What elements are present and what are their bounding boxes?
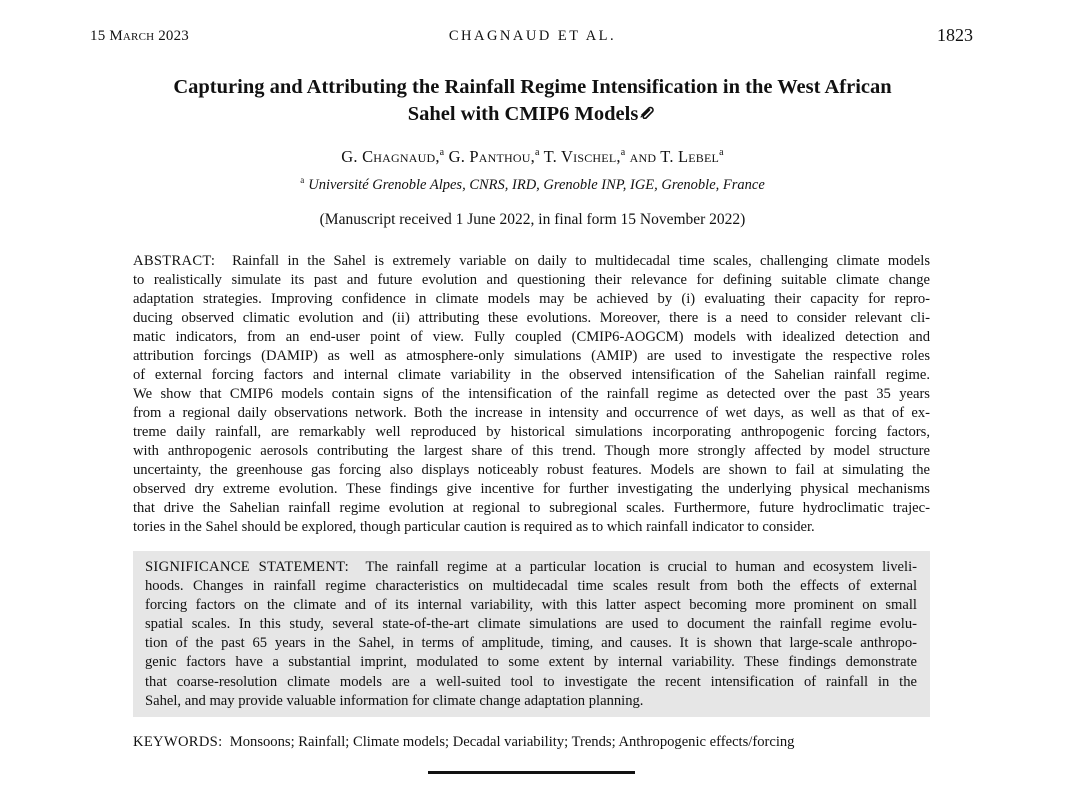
keywords-label: KEYWORDS: xyxy=(133,734,223,750)
abstract-line: ABSTRACT: Rainfall in the Sahel is extremely variable on daily to multidecadal time scales, challenging climate models xyxy=(133,253,931,269)
abstract-line: to realistically simulate its past and future evolution and questioning their relevance for defining suitable climate change xyxy=(133,272,930,288)
section-divider xyxy=(428,771,635,774)
abstract-line: with anthropogenic aerosols contributing the largest share of this trend. Though more strongly affected by model structure xyxy=(133,443,930,459)
author: G. Panthou,$^a$ xyxy=(448,147,540,166)
article-title xyxy=(130,74,935,127)
author: and T. Lebel$^a$ xyxy=(629,147,724,166)
affiliation xyxy=(0,175,1065,194)
abstract-line: adaptation strategies. Improving confidence in climate models may be achieved by (i) evaluating their capacity for repro- xyxy=(133,291,930,307)
significance-label: SIGNIFICANCE STATEMENT: xyxy=(145,559,349,575)
abstract-line: uncertainty, the greenhouse gas forcing also displays noticeably robust features. Models are shown to fail at simulating the xyxy=(133,462,930,478)
abstract-line: matic indicators, from an end-user point of view. Fully coupled (CMIP6-AOGCM) models with idealized detection and xyxy=(133,329,930,345)
significance-line: hoods. Changes in rainfall regime characteristics on multidecadal time scales result from both the effects of external xyxy=(145,578,917,595)
significance-line: tion of the past 65 years in the Sahel, in terms of amplitude, timing, and causes. It is shown that large-scale anthropo- xyxy=(145,635,917,652)
abstract-line: tories in the Sahel should be explored, though particular caution is required as to which rainfall indicator to consider. xyxy=(133,519,815,535)
title-line-1: Capturing and Attributing the Rainfall Regime Intensification in the West African xyxy=(173,76,892,98)
significance-line: forcing factors on the climate and of its internal variability, with this latter aspect becoming more prominent on small xyxy=(145,597,917,614)
abstract-line: ducing observed climatic evolution and (ii) attributing these evolutions. Moreover, there is a need to consider relevant cli- xyxy=(133,310,930,326)
page-number: 1823 xyxy=(937,25,973,45)
title-line-2-wrap xyxy=(130,100,935,127)
abstract-label: ABSTRACT: xyxy=(133,253,216,269)
abstract xyxy=(133,252,930,537)
abstract-line: treme daily rainfall, are remarkably well reproduced by historical simulations incorporating anthropogenic forcing factors, xyxy=(133,424,930,440)
author: T. Vischel,$^a$ xyxy=(543,147,626,166)
running-head-authors: CHAGNAUD ET AL. xyxy=(448,28,617,44)
abstract-line: of external forcing factors and internal climate variability in the observed intensification of the Sahelian rainfall regime. xyxy=(133,367,930,383)
author: G. Chagnaud,$^a$ xyxy=(341,147,445,166)
abstract-line: We show that CMIP6 models contain signs of the intensification of the rainfall regime as detected over the past 35 years xyxy=(133,386,930,402)
significance-line: SIGNIFICANCE STATEMENT: The rainfall regime at a particular location is crucial to human and ecosystem liveli- xyxy=(145,559,917,575)
abstract-line: observed dry extreme evolution. These findings give incentive for further investigating the underlying physical mechanisms xyxy=(133,481,930,497)
significance-statement-box xyxy=(133,551,930,717)
title-line-2: Sahel with CMIP6 Models xyxy=(407,103,639,125)
affiliation-text: Université Grenoble Alpes, CNRS, IRD, Grenoble INP, IGE, Grenoble, France xyxy=(308,177,765,193)
significance-statement xyxy=(145,558,917,711)
author-list xyxy=(0,147,1065,167)
abstract-line: attribution forcings (DAMIP) as well as atmosphere-only simulations (AMIP) are used to investigate the respective roles xyxy=(133,348,930,364)
running-head xyxy=(0,25,1065,48)
keywords-text: Monsoons; Rainfall; Climate models; Decadal variability; Trends; Anthropogenic effects/forcing xyxy=(229,734,795,750)
significance-line: Sahel, and may provide valuable information for climate change adaptation planning. xyxy=(145,692,644,709)
significance-line: that coarse-resolution climate models are a well-suited tool to investigate the recent intensification of rainfall in the xyxy=(145,673,917,690)
manuscript-received: (Manuscript received 1 June 2022, in final form 15 November 2022) xyxy=(319,211,746,228)
significance-line: spatial scales. In this study, several state-of-the-art climate simulations are used to document the rainfall regime evolu- xyxy=(145,616,917,633)
issue-date: 15 March 2023 xyxy=(90,28,189,44)
abstract-line: from a regional daily observations network. Both the increase in intensity and occurrence of wet days, as well as that of ex- xyxy=(133,405,930,421)
keywords xyxy=(133,734,794,751)
paperclip-icon[interactable] xyxy=(639,100,657,126)
abstract-line: that drive the Sahelian rainfall regime evolution at regional to subregional scales. Furthermore, future hydroclimatic trajec- xyxy=(133,500,930,516)
affiliation-marker: a xyxy=(300,175,305,185)
significance-line: genic factors have a substantial imprint, modulated to some extent by internal variability. These findings demonstrate xyxy=(145,654,917,671)
